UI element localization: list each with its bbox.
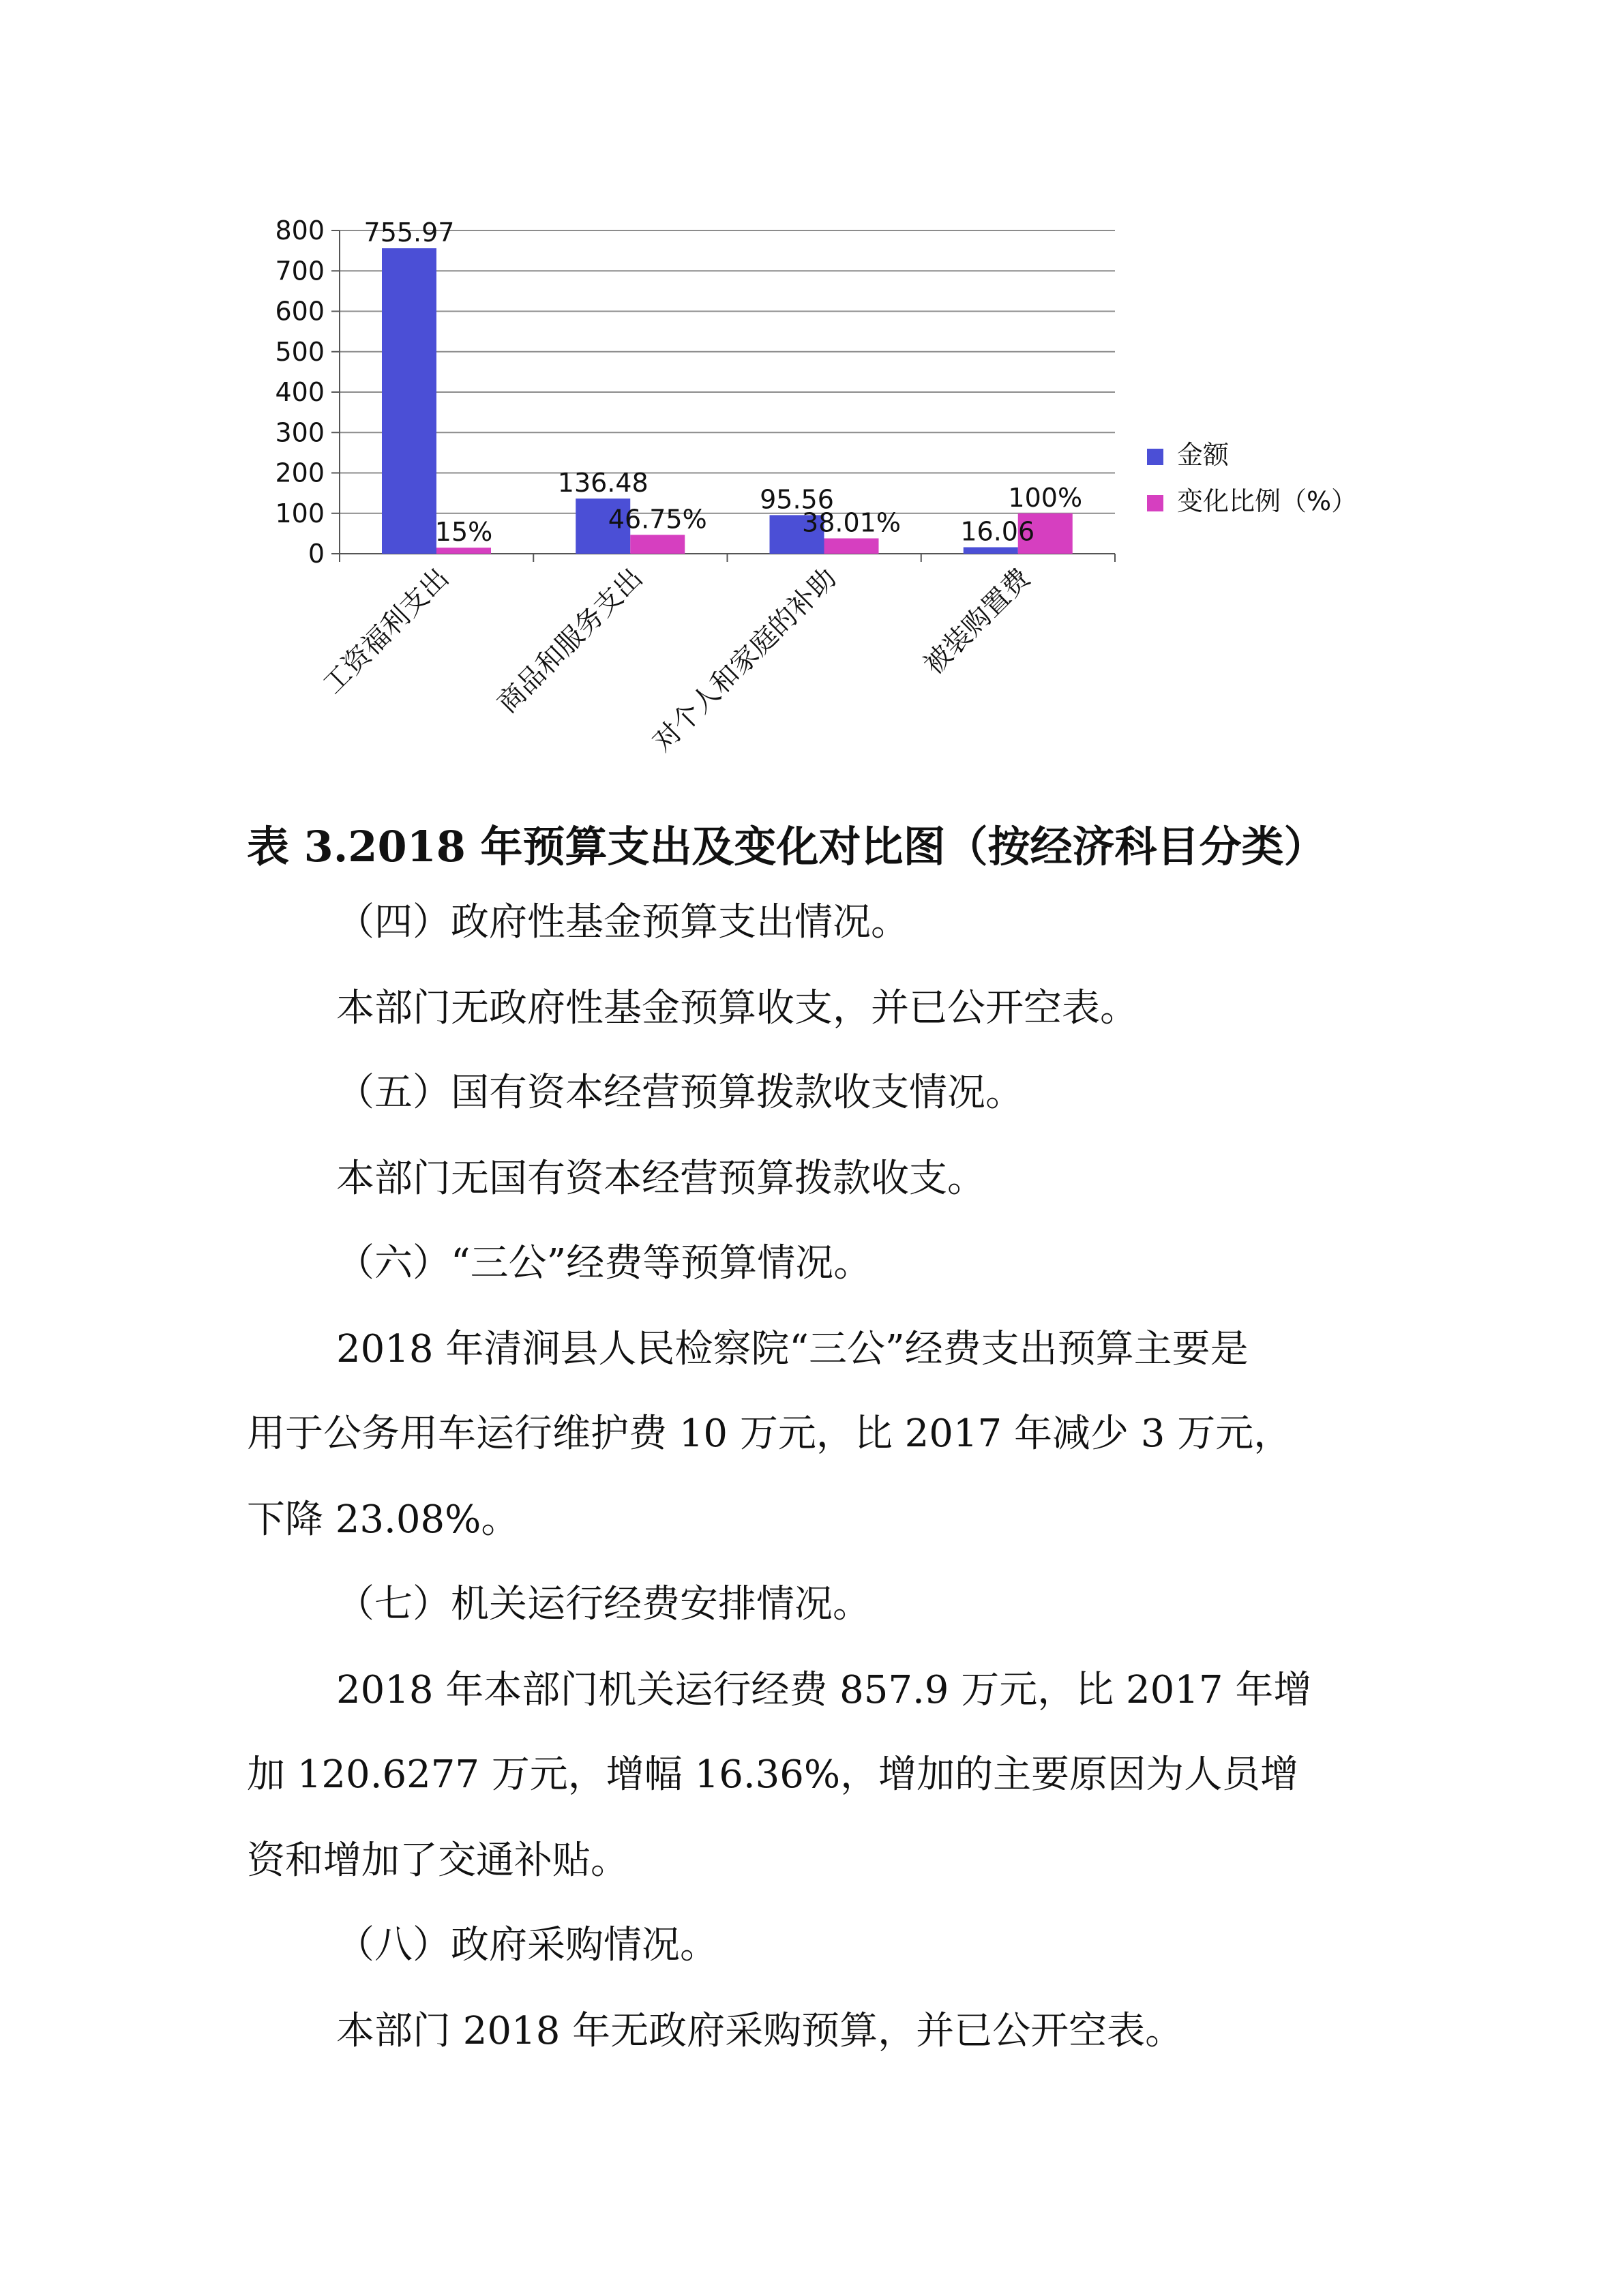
chart-gridlines	[331, 230, 1115, 562]
x-category-label: 工资福利支出	[316, 562, 456, 700]
section-heading-6: （六）“三公”经费等预算情况。	[336, 1241, 872, 1285]
data-label: 100%	[1008, 482, 1083, 513]
legend-label: 金额	[1177, 440, 1230, 470]
x-axis-categories	[317, 562, 1037, 758]
y-tick-label: 200	[275, 458, 325, 488]
x-category-label: 被装购置费	[917, 562, 1037, 681]
section-heading-7: （七）机关运行经费安排情况。	[336, 1582, 871, 1626]
y-tick-label: 800	[275, 215, 325, 245]
y-tick-label: 0	[308, 539, 325, 569]
data-label: 46.75%	[608, 504, 707, 535]
paragraph-three-public-line-3: 下降 23.08%。	[247, 1497, 520, 1542]
bar-amount	[964, 547, 1018, 554]
paragraph-procurement: 本部门 2018 年无政府采购预算，并已公开空表。	[336, 2009, 1184, 2053]
bar-change-ratio	[824, 538, 879, 554]
bar-change-ratio	[630, 535, 685, 554]
paragraph-operating-cost-line-1: 2018 年本部门机关运行经费 857.9 万元，比 2017 年增	[336, 1668, 1312, 1712]
bar-change-ratio	[436, 548, 491, 554]
paragraph-three-public-line-1: 2018 年清涧县人民检察院“三公”经费支出预算主要是	[336, 1327, 1249, 1371]
y-tick-label: 300	[275, 417, 325, 448]
paragraph-operating-cost-line-3: 资和增加了交通补贴。	[247, 1838, 629, 1883]
data-label: 136.48	[557, 468, 649, 498]
y-tick-label: 400	[275, 377, 325, 407]
section-heading-5: （五）国有资本经营预算拨款收支情况。	[336, 1071, 1024, 1115]
legend-swatch	[1147, 449, 1163, 465]
data-label: 38.01%	[802, 507, 901, 538]
paragraph-state-capital: 本部门无国有资本经营预算拨款收支。	[336, 1157, 985, 1201]
chart-bars	[382, 248, 1073, 554]
y-tick-label: 100	[275, 498, 325, 528]
bar-amount	[382, 248, 436, 554]
budget-bar-chart	[225, 198, 1384, 798]
x-category-label: 商品和服务支出	[491, 562, 649, 720]
paragraph-fund-budget: 本部门无政府性基金预算收支，并已公开空表。	[336, 986, 1138, 1030]
paragraph-operating-cost-line-2: 加 120.6277 万元，增幅 16.36%，增加的主要原因为人员增	[247, 1753, 1299, 1797]
y-axis-ticks	[275, 215, 325, 569]
y-tick-label: 500	[275, 336, 325, 367]
legend-swatch	[1147, 495, 1163, 511]
x-category-label: 对个人和家庭的补助	[646, 562, 843, 758]
data-label: 95.56	[760, 484, 834, 515]
y-tick-label: 700	[275, 256, 325, 286]
data-label: 15%	[434, 517, 493, 548]
y-tick-label: 600	[275, 296, 325, 327]
paragraph-three-public-line-2: 用于公务用车运行维护费 10 万元，比 2017 年减少 3 万元，	[247, 1412, 1292, 1456]
legend-label: 变化比例（%）	[1177, 486, 1358, 516]
section-heading-4: （四）政府性基金预算支出情况。	[336, 900, 909, 944]
chart-caption: 表 3.2018 年预算支出及变化对比图（按经济科目分类）	[247, 822, 1326, 871]
section-heading-8: （八）政府采购情况。	[336, 1923, 718, 1967]
data-labels	[364, 218, 1083, 547]
data-label: 16.06	[960, 516, 1035, 547]
data-label: 755.97	[363, 218, 455, 248]
chart-legend	[1147, 440, 1357, 516]
